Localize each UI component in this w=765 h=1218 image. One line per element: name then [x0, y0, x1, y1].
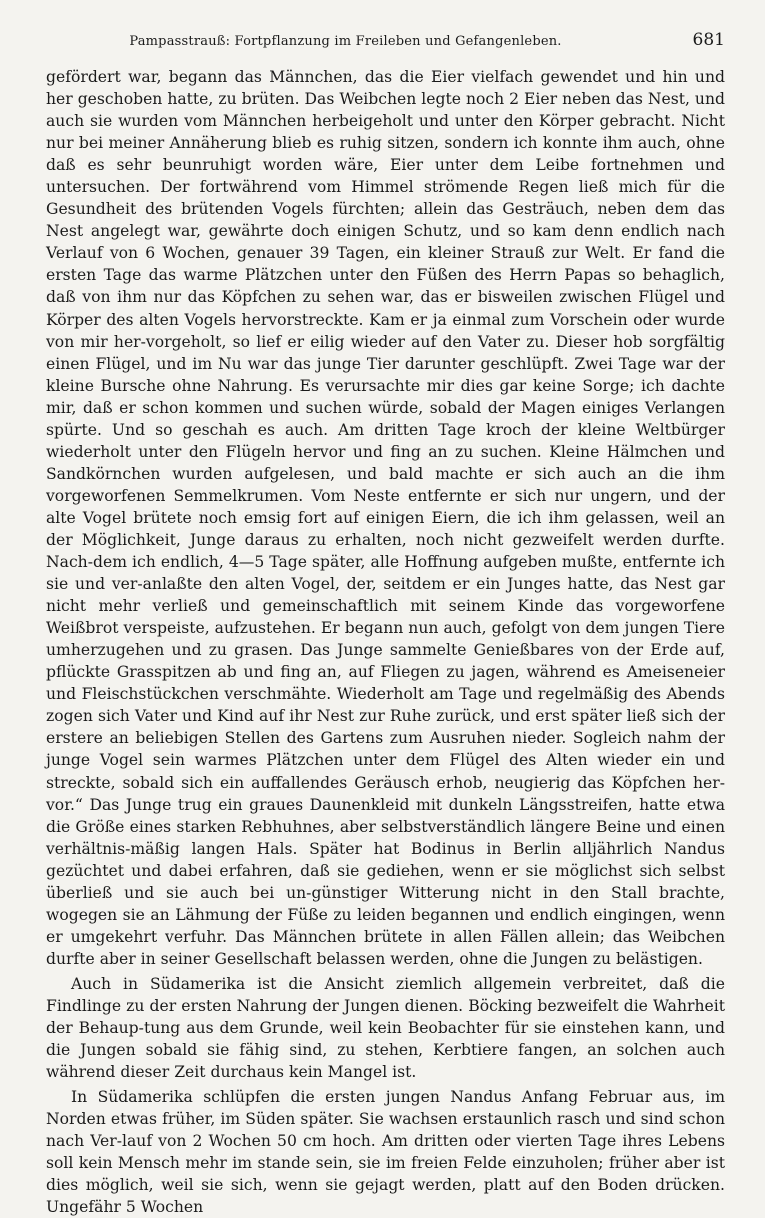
- page-header: [46, 30, 725, 56]
- body-text: [46, 66, 725, 1218]
- page-number: 681: [692, 30, 725, 50]
- paragraph-3: In Südamerika schlüpfen die ersten jungen Nandus Anfang Februar aus, im Norden etwas früher, im Süden später. Sie wachsen erstaunlich rasch und sind schon nach Ver-lauf von 2 Wochen 50 cm hoch. Am dritten oder vierten Tage ihres Lebens soll kein Mensch mehr im stande sein, sie im freien Felde einzuholen; früher aber ist dies möglich, weil sie sich, wenn sie gejagt werden, platt auf den Boden drücken. Ungefähr 5 Wochen: [46, 1088, 725, 1217]
- paragraph-1: gefördert war, begann das Männchen, das die Eier vielfach gewendet und hin und her geschoben hatte, zu brüten. Das Weibchen legte noch 2 Eier neben das Nest, und auch sie wurden vom Männchen herbeigeholt und unter den Körper gebracht. Nicht nur bei meiner Annäherung blieb es ruhig sitzen, sondern ich konnte ihm auch, ohne daß es sehr beunruhigt worden wäre, Eier unter dem Leibe fortnehmen und untersuchen. Der fortwährend vom Himmel strömende Regen ließ mich für die Gesundheit des brütenden Vogels fürchten; allein das Gesträuch, neben dem das Nest angelegt war, gewährte doch einigen Schutz, und so kam denn endlich nach Verlauf von 6 Wochen, genauer 39 Tagen, ein kleiner Strauß zur Welt. Er fand die ersten Tage das warme Plätzchen unter den Füßen des Herrn Papas so behaglich, daß von ihm nur das Köpfchen zu sehen war, das er bisweilen zwischen Flügel und Körper des alten Vogels hervorstreckte. Kam er ja einmal zum Vorschein oder wurde von mir her-vorgeholt, so lief er eilig wieder auf den Vater zu. Dieser hob sorgfältig einen Flügel, und im Nu war das junge Tier darunter geschlüpft. Zwei Tage war der kleine Bursche ohne Nahrung. Es verursachte mir dies gar keine Sorge; ich dachte mir, daß er schon kommen und suchen würde, sobald der Magen einiges Verlangen spürte. Und so geschah es auch. Am dritten Tage kroch der kleine Weltbürger wiederholt unter den Flügeln hervor und fing an zu suchen. Kleine Hälmchen und Sandkörnchen wurden aufgelesen, und bald machte er sich auch an die ihm vorgeworfenen Semmelkrumen. Vom Neste entfernte er sich nur ungern, und der alte Vogel brütete noch emsig fort auf einigen Eiern, die ich ihm gelassen, weil an der Möglichkeit, Junge daraus zu erhalten, noch nicht gezweifelt werden durfte. Nach-dem ich endlich, 4—5 Tage später, alle Hoffnung aufgeben mußte, entfernte ich sie und ver-anlaßte den alten Vogel, der, seitdem er ein Junges hatte, das Nest gar nicht mehr verließ und gemeinschaftlich mit seinem Kinde das vorgeworfene Weißbrot verspeiste, aufzustehen. Er begann nun auch, gefolgt von dem jungen Tiere umherzugehen und zu grasen. Das Junge sammelte Genießbares von der Erde auf, pflückte Grasspitzen ab und fing an, auf Fliegen zu jagen, während es Ameiseneier und Fleischstückchen verschmähte. Wiederholt am Tage und regelmäßig des Abends zogen sich Vater und Kind auf ihr Nest zur Ruhe zurück, und erst später ließ sich der erstere an beliebigen Stellen des Gartens zum Ausruhen nieder. Sogleich nahm der junge Vogel sein warmes Plätzchen unter dem Flügel des Alten wieder ein und streckte, sobald sich ein auffallendes Geräusch erhob, neugierig das Köpfchen her-vor.“ Das Junge trug ein graues Daunenkleid mit dunkeln Längsstreifen, hatte etwa die Größe eines starken Rebhuhnes, aber selbstverständlich längere Beine und einen verhältnis-mäßig langen Hals. Später hat Bodinus in Berlin alljährlich Nandus gezüchtet und dabei erfahren, daß sie gediehen, wenn er sie möglichst sich selbst überließ und sie auch bei un-günstiger Witterung nicht in den Stall brachte, wogegen sie an Lähmung der Füße zu leiden begannen und endlich eingingen, wenn er umgekehrt verfuhr. Das Männchen brütete in allen Fällen allein; das Weibchen durfte aber in seiner Gesellschaft belassen werden, ohne die Jungen zu belästigen.: [46, 68, 725, 968]
- paragraph-2: Auch in Südamerika ist die Ansicht ziemlich allgemein verbreitet, daß die Findlinge zu der ersten Nahrung der Jungen dienen. Böcking bezweifelt die Wahrheit der Behaup-tung aus dem Grunde, weil kein Beobachter für sie einstehen kann, und die Jungen sobald sie fähig sind, zu stehen, Kerbtiere fangen, an solchen auch während dieser Zeit durchaus kein Mangel ist.: [46, 974, 725, 1082]
- running-head: Pampasstrauß: Fortpflanzung im Freileben und Gefangenleben.: [129, 34, 562, 49]
